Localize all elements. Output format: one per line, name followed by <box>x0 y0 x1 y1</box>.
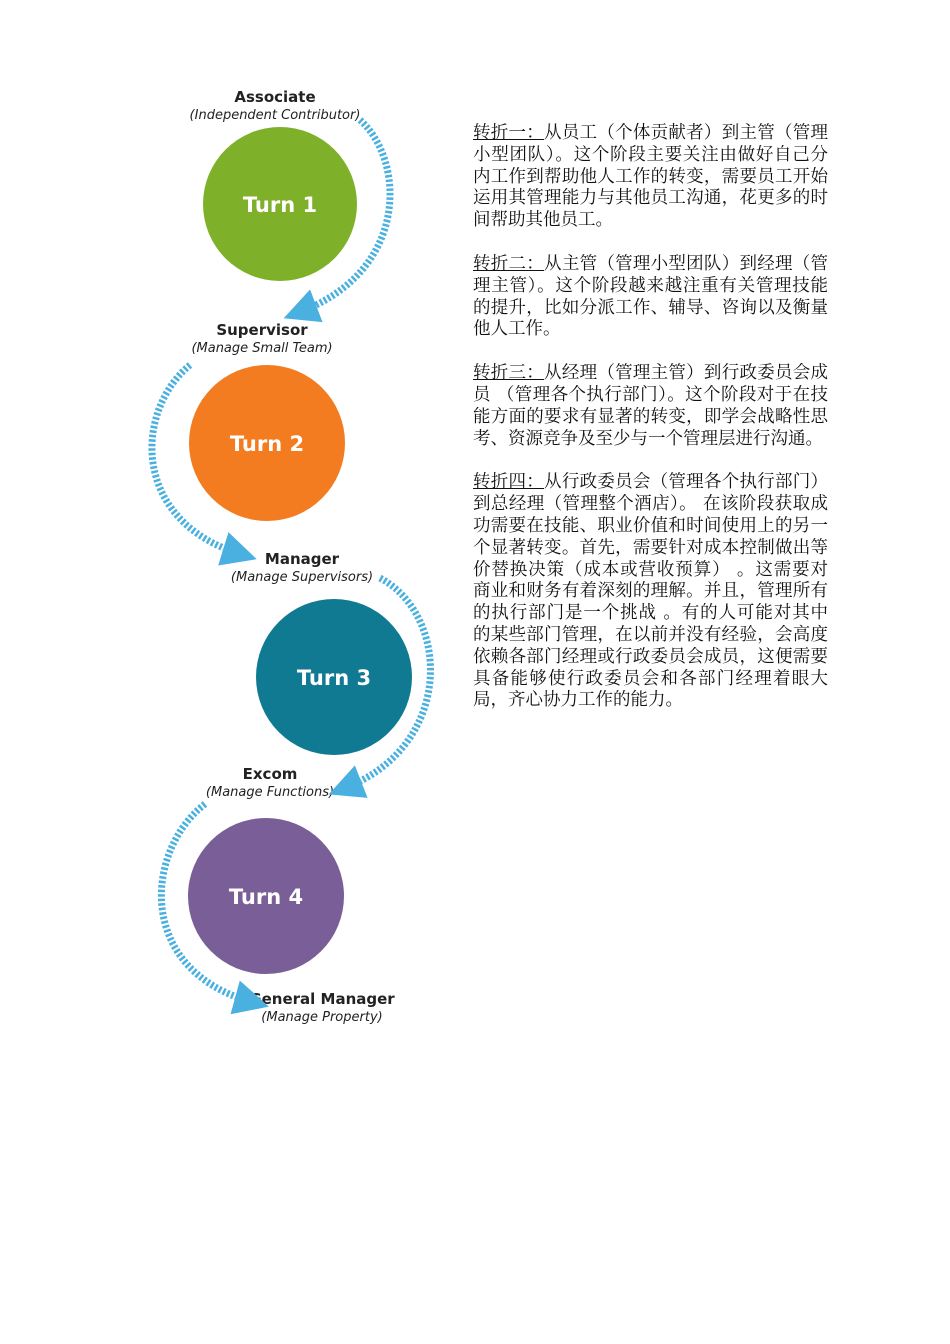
turn-label: Turn 3 <box>296 666 372 690</box>
role-title: Associate <box>234 88 316 106</box>
paragraph-body: 从主管（管理小型团队）到经理（管理主管）。这个阶段越来越注重有关管理技能的提升，比如分派工作、辅导、咨询以及衡量他人工作。 <box>473 253 829 340</box>
role-title: General Manager <box>249 990 395 1008</box>
paragraph-body: 从员工（个体贡献者）到主管（管理小型团队）。这个阶段主要关注由做好自己分内工作到帮助他人工作的转变，需要员工开始运用其管理能力与其他员工沟通，花更多的时间帮助其他员工。 <box>473 123 829 231</box>
paragraph-turn-3 <box>473 363 828 450</box>
role-subtitle: (Manage Property) <box>261 1010 383 1025</box>
role-general-manager <box>249 990 395 1025</box>
role-associate <box>190 88 361 123</box>
role-subtitle: (Manage Supervisors) <box>230 570 374 585</box>
role-supervisor <box>191 321 332 356</box>
paragraph-turn-2 <box>473 254 828 341</box>
role-subtitle: (Manage Functions) <box>205 785 335 800</box>
description-text <box>473 123 828 734</box>
paragraph-heading: 转折二： <box>473 253 545 274</box>
paragraph-body: 从经理（管理主管）到行政委员会成员 （管理各个执行部门）。这个阶段对于在技能方面的要求有显著的转变，即学会战略性思考、资源竞争及至少与一个管理层进行沟通。 <box>473 363 829 449</box>
role-manager <box>231 550 373 585</box>
leadership-pipeline-diagram <box>140 80 460 1040</box>
turn-4 <box>188 818 344 974</box>
paragraph-heading: 转折一： <box>473 123 545 143</box>
turn-3 <box>256 599 412 755</box>
role-title: Manager <box>264 550 340 568</box>
paragraph-turn-4 <box>473 472 828 712</box>
turn-2 <box>189 365 345 521</box>
role-excom <box>206 765 334 800</box>
paragraph-heading: 转折三： <box>473 363 545 384</box>
paragraph-heading: 转折四： <box>473 472 545 493</box>
turn-1 <box>203 127 357 281</box>
paragraph-body: 从行政委员会（管理各个执行部门）到总经理（管理整个酒店）。 在该阶段获取成功需要在技能、职业价值和时间使用上的另一个显著转变。首先，需要针对成本控制做出等价替换决策（成本或营收预算） 。这需要对商业和财务有着深刻的理解。并且，管理所有的执行部门是一个挑战 。有的人可能对其中的某些部门管理，在以前并没有经验，会高度依赖各部门经理或行政委员会成员，这便需要具备能够使行政委员会和各部门经理着眼大局，齐心协力工作的能力。 <box>473 472 829 711</box>
turn-label: Turn 4 <box>228 885 304 909</box>
role-title: Excom <box>242 765 298 783</box>
paragraph-turn-1 <box>473 123 828 232</box>
role-title: Supervisor <box>216 321 308 339</box>
turn-label: Turn 2 <box>229 432 305 456</box>
role-subtitle: (Manage Small Team) <box>191 341 333 356</box>
role-subtitle: (Independent Contributor) <box>189 108 361 123</box>
turn-label: Turn 1 <box>242 193 318 217</box>
